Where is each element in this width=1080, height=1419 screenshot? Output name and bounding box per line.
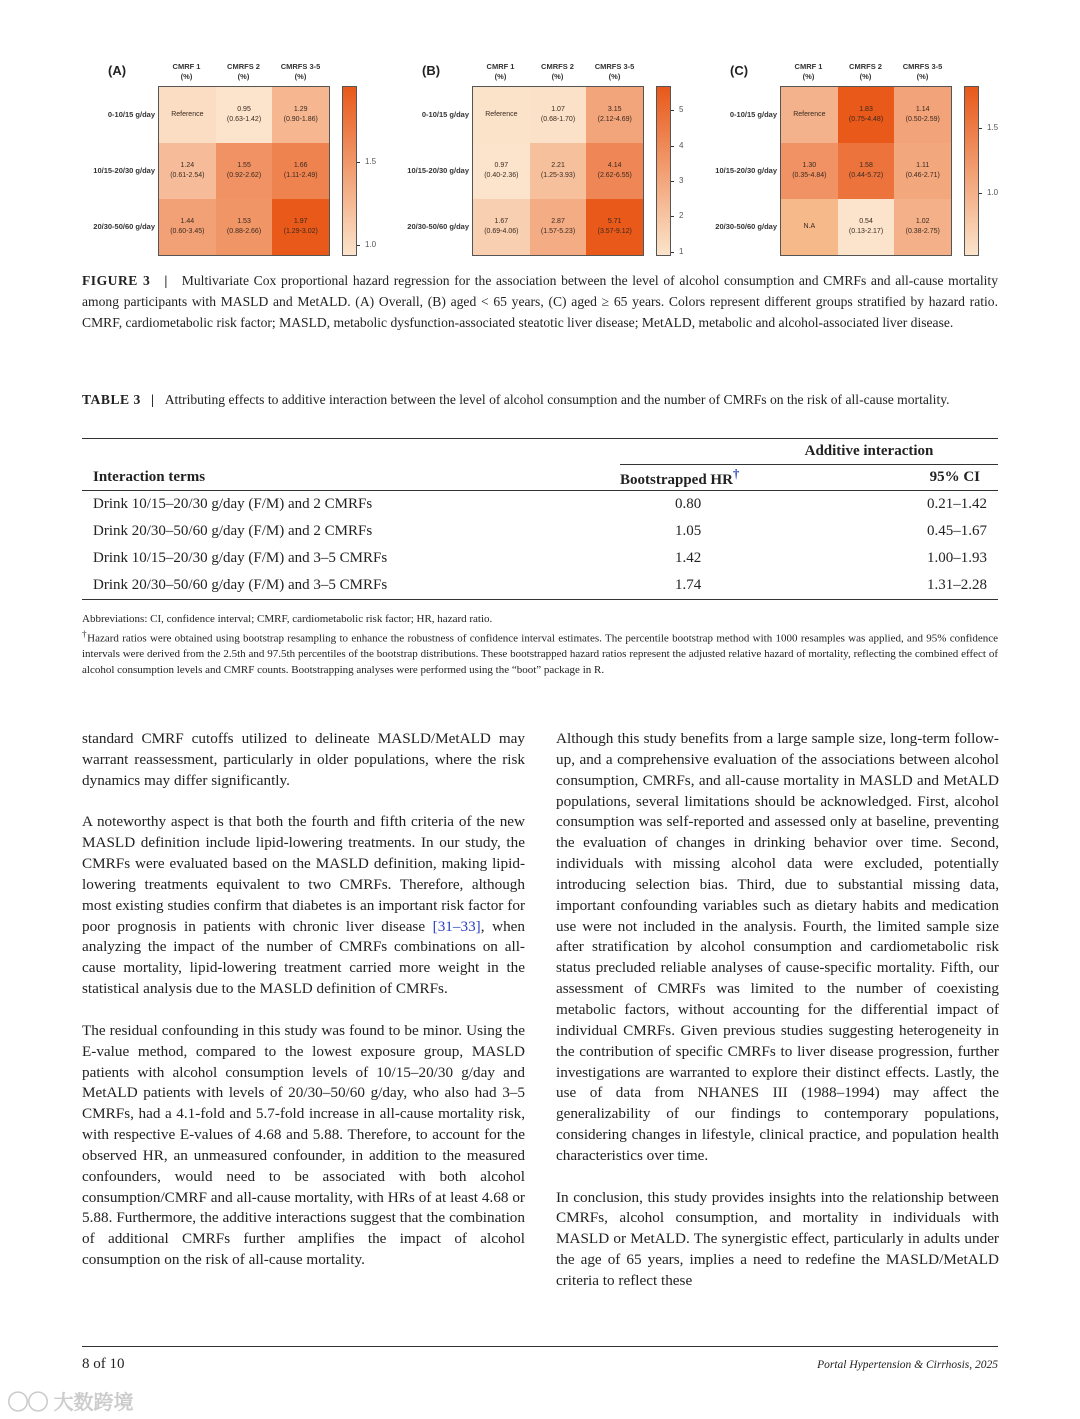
cell-label: 1.97 (1.29-3.02) (283, 218, 318, 235)
paragraph: The residual confounding in this study was found to be minor. Using the E-value method, compared to the lowest exposure group, MASLD patients with alcohol consumption levels of 10/15–20/30 g/day and MetALD patients with levels of 20/30–50/60 g/day, who also had 3–5 CMRFs, had a 4.1-fold and 5.7-fold increase in all-cause mortality risk, with respective E-values of 4.68 and 5.88. Therefore, to account for the observed HR, an unmeasured confounder, in addition to the measured confounders, would need to be associated with both alcohol consumption/CMRF and all-cause mortality, with HRs of at least 4.68 or 5.88. Furthermore, the additive interactions suggest that the combination of additional CMRFs further amplifies the impact of alcohol consumption on the risk of all-cause mortality. (82, 1021, 525, 1269)
column-header: CMRF 1 (%) (486, 62, 515, 81)
column-header: CMRFS 2 (%) (849, 62, 882, 81)
body-column-right (556, 729, 999, 1313)
heatmap-cell (272, 143, 329, 199)
colorbar-tick: 5 (679, 105, 684, 115)
row-label: 0-10/15 g/day (421, 110, 469, 119)
heatmap-cell (473, 87, 530, 143)
heatmap-cell (216, 143, 273, 199)
cell-label: Reference (485, 111, 518, 118)
interaction-table (82, 438, 998, 600)
cell-label: 1.11 (0.46-2.71) (905, 162, 940, 179)
cell-label: 1.55 (0.92-2.62) (226, 162, 262, 179)
figure-caption (82, 270, 998, 333)
colorbar-tick: 1.0 (987, 188, 999, 198)
heatmap-cell (838, 199, 895, 255)
row-label: 20/30-50/60 g/day (93, 222, 155, 231)
hr-value: 1.05 (675, 523, 702, 539)
ci-value: 0.21–1.42 (927, 496, 987, 512)
cell-label: 1.44 (0.60-3.45) (170, 218, 205, 235)
cell-label: 1.07 (0.68-1.70) (540, 106, 576, 123)
panel-label: (B) (422, 63, 441, 78)
citation-link[interactable]: [31–33] (432, 917, 481, 935)
heatmap-cell (894, 87, 951, 143)
row-label: 10/15-20/30 g/day (715, 166, 777, 175)
hr-value: 1.74 (675, 577, 702, 593)
colorbar (342, 86, 357, 256)
cell-label: 1.83 (0.75-4.48) (848, 106, 884, 123)
paragraph: Although this study benefits from a large sample size, long-term follow-up, and a comprehensive evaluation of the associations between alcohol consumption, CMRFs, and all-cause mortality in MASLD and MetALD populations, several limitations should be acknowledged. First, alcohol consumption was self-reported and assessed only at baseline, preventing the evaluation of changes in drinking behavior over time. Second, individuals with missing alcohol data were excluded, potentially introducing selection bias. Third, due to substantial missing data, important confounding variables such as dietary habits and medication use were not included in the analysis. Fourth, the limited sample size after stratification by alcohol consumption and cardiometabolic risk status precluded reliable analyses of cause-specific mortality. Fifth, our assessment of CMRFs was limited to the number of coexisting metabolic factors, without accounting for the differential impact of individual CMRFs. Given previous studies suggesting heterogeneity in the contribution of specific CMRFs to liver disease progression, further investigations are warranted to explore their distinct effects. Lastly, the use of data from NHANES III (1988–1994) may affect the generalizability of our findings to contemporary populations, considering changes in lifestyle, clinical practice, and population health characteristics over time. (556, 730, 999, 1164)
table-caption (82, 389, 998, 410)
cell-label: 1.02 (0.38-2.75) (905, 218, 940, 235)
interaction-term: Drink 20/30–50/60 g/day (F/M) and 2 CMRFs (93, 523, 373, 539)
heatmap-cell (894, 199, 951, 255)
caption-sep: | (150, 392, 155, 407)
cell-label: Reference (793, 111, 826, 118)
row-label: 20/30-50/60 g/day (407, 222, 469, 231)
cell-label: 1.30 (0.35-4.84) (792, 162, 827, 179)
heatmap-cell (530, 143, 587, 199)
heatmap-cell (586, 199, 643, 255)
header-text: Bootstrapped HR (620, 471, 733, 488)
ci-value: 0.45–1.67 (927, 523, 987, 539)
column-header: CMRFS 2 (%) (541, 62, 574, 81)
heatmap-cell (586, 143, 643, 199)
paragraph: In conclusion, this study provides insights into the relationship between CMRFs, alcohol consumption, and mortality in individuals with MASLD or MetALD. The synergistic effect, particularly in adults under the age of 65 years, implies a need to redefine the MASLD/MetALD criteria to reflect these (556, 1188, 999, 1289)
cell-label: 2.21 (1.25-3.93) (540, 162, 576, 179)
paragraph (82, 812, 525, 1000)
heatmap-cell (473, 199, 530, 255)
cell-label: 1.29 (0.90-1.86) (283, 106, 318, 123)
heatmap-cell (216, 87, 273, 143)
table-label: TABLE 3 (82, 392, 141, 407)
text: A noteworthy aspect is that both the fourth and fifth criteria of the new MASLD definition include lipid-lowering treatments. In our study, the CMRFs were evaluated based on the MASLD definition, making lipid-lowering treatments equivalent to two CMRFs. Therefore, although most existing studies confirm that diabetes is an important risk factor for poor prognosis in patients with chronic liver disease (82, 813, 525, 935)
cell-label: 2.87 (1.57-5.23) (540, 218, 576, 235)
heatmap-cell (894, 143, 951, 199)
heatmap-cell (473, 143, 530, 199)
footnote (82, 627, 998, 678)
column-header: CMRFS 3-5 (%) (902, 62, 943, 81)
heatmap-cell (838, 143, 895, 199)
page-number: 8 of 10 (82, 1356, 125, 1372)
colorbar (656, 86, 671, 256)
heatmap-cell (781, 199, 838, 255)
ci-value: 1.31–2.28 (927, 577, 987, 593)
cell-label: 1.58 (0.44-5.72) (848, 162, 884, 179)
group-header: Additive interaction (620, 439, 998, 465)
colorbar-tick: 4 (679, 140, 684, 150)
row-label: 0-10/15 g/day (729, 110, 777, 119)
colorbar-tick: 3 (679, 176, 684, 186)
table-row (82, 491, 998, 519)
heatmap-cell (781, 143, 838, 199)
heatmap-cell (586, 87, 643, 143)
heatmap-cell (781, 87, 838, 143)
journal-name: Portal Hypertension & Cirrhosis, 2025 (817, 1359, 998, 1371)
cell-label: Reference (171, 111, 204, 118)
heatmap-cell (530, 199, 587, 255)
row-label: 10/15-20/30 g/day (93, 166, 155, 175)
panel-label: (C) (730, 63, 749, 78)
watermark-logo: ◯◯ 大数跨境 (8, 1392, 134, 1414)
caption-sep: | (164, 273, 168, 288)
cell-label: 5.71 (3.57-9.12) (597, 218, 632, 235)
cell-label: 0.97 (0.40-2.36) (484, 162, 519, 179)
colorbar-tick: 1.5 (365, 157, 377, 167)
body-column-left (82, 729, 525, 1292)
column-header: CMRF 1 (%) (794, 62, 823, 81)
page-footer (82, 1346, 998, 1372)
heatmap-cell (838, 87, 895, 143)
header-ci: 95% CI (929, 469, 980, 485)
hr-value: 1.42 (675, 550, 702, 566)
heatmap-cell (530, 87, 587, 143)
colorbar (964, 86, 979, 256)
interaction-term: Drink 10/15–20/30 g/day (F/M) and 3–5 CMRFs (93, 550, 388, 566)
ci-value: 1.00–1.93 (927, 550, 987, 566)
column-header: CMRFS 3-5 (%) (594, 62, 635, 81)
colorbar-tick: 2 (679, 211, 684, 221)
dagger-mark: † (82, 629, 88, 640)
cell-label: 1.14 (0.50-2.59) (905, 106, 940, 123)
row-label: 20/30-50/60 g/day (715, 222, 777, 231)
watermark-text: 大数跨境 (53, 1392, 134, 1414)
heatmap-cell (272, 87, 329, 143)
interaction-term: Drink 10/15–20/30 g/day (F/M) and 2 CMRFs (93, 496, 373, 512)
heatmap-panel (704, 55, 1024, 265)
panel-label: (A) (108, 63, 127, 78)
abbreviations: Abbreviations: CI, confidence interval; CMRF, cardiometabolic risk factor; HR, hazard ratio. (82, 613, 493, 625)
row-label: 10/15-20/30 g/day (407, 166, 469, 175)
hr-value: 0.80 (675, 496, 702, 512)
heatmap-cell (159, 143, 216, 199)
cell-label: 1.67 (0.69-4.06) (484, 218, 519, 235)
heatmap-cell (216, 199, 273, 255)
cell-label: 1.66 (1.11-2.49) (283, 162, 318, 179)
table-row (82, 545, 998, 572)
cell-label: N.A (803, 223, 816, 230)
figure-label: FIGURE 3 (82, 273, 151, 288)
dagger-mark: † (732, 466, 740, 481)
row-label: 0-10/15 g/day (107, 110, 155, 119)
cell-label: 1.53 (0.88-2.66) (226, 218, 262, 235)
heatmap-cell (159, 199, 216, 255)
column-header: CMRFS 2 (%) (227, 62, 260, 81)
table-caption-text: Attributing effects to additive interaction between the level of alcohol consumption and the number of CMRFs on the risk of all-cause mortality. (164, 392, 950, 407)
cell-label: 3.15 (2.12-4.69) (597, 106, 632, 123)
cell-label: 0.95 (0.63-1.42) (226, 106, 262, 123)
interaction-term: Drink 20/30–50/60 g/day (F/M) and 3–5 CMRFs (93, 577, 388, 593)
heatmap-panel (82, 55, 402, 265)
cell-label: 0.54 (0.13-2.17) (848, 218, 884, 235)
table-row (82, 518, 998, 545)
colorbar-tick: 1 (679, 246, 684, 256)
header-bootstrapped-hr (620, 465, 820, 491)
cell-label: 4.14 (2.62-6.55) (597, 162, 632, 179)
text: , when analyzing the impact of the number of CMRFs combinations on all-cause mortality, lipid-lowering treatment carried more weight in the statistical analysis due to the MASLD definition of CMRFs. (82, 917, 526, 998)
cell-label: 1.24 (0.61-2.54) (170, 162, 205, 179)
colorbar-tick: 1.5 (987, 122, 999, 132)
table-footnotes (82, 612, 998, 678)
footnote-text: Hazard ratios were obtained using bootstrap resampling to enhance the robustness of confidence interval estimates. The percentile bootstrap method with 1000 resamples was applied, and 95% confidence intervals were derived from the 2.5th and 97.5th percentiles of the bootstrap distributions. These bootstrapped hazard ratios represent the adjusted relative hazard of mortality, reflecting the combined effect of alcohol consumption levels and CMRF counts. Bootstrapping analyses were performed using the “boot” package in R. (82, 633, 998, 676)
header-interaction-terms: Interaction terms (93, 468, 206, 485)
heatmap-cell (272, 199, 329, 255)
heatmap-cell (159, 87, 216, 143)
figure-caption-text: Multivariate Cox proportional hazard regression for the association between the level of alcohol consumption and CMRFs and all-cause mortality among participants with MASLD and MetALD. (A) Overall, (B) aged < 65 years, (C) aged ≥ 65 years. Colors represent different groups stratified by hazard ratio. CMRF, cardiometabolic risk factor; MASLD, metabolic dysfunction-associated steatotic liver disease; MetALD, metabolic and alcohol-associated liver disease. (82, 273, 998, 330)
heatmap-panel (396, 55, 716, 265)
column-header: CMRFS 3-5 (%) (280, 62, 321, 81)
column-header: CMRF 1 (%) (172, 62, 201, 81)
paragraph: standard CMRF cutoffs utilized to delineate MASLD/MetALD may warrant reassessment, particularly in older populations, where the risk dynamics may differ significantly. (82, 730, 525, 789)
colorbar-tick: 1.0 (365, 239, 377, 249)
table-row (82, 572, 998, 600)
